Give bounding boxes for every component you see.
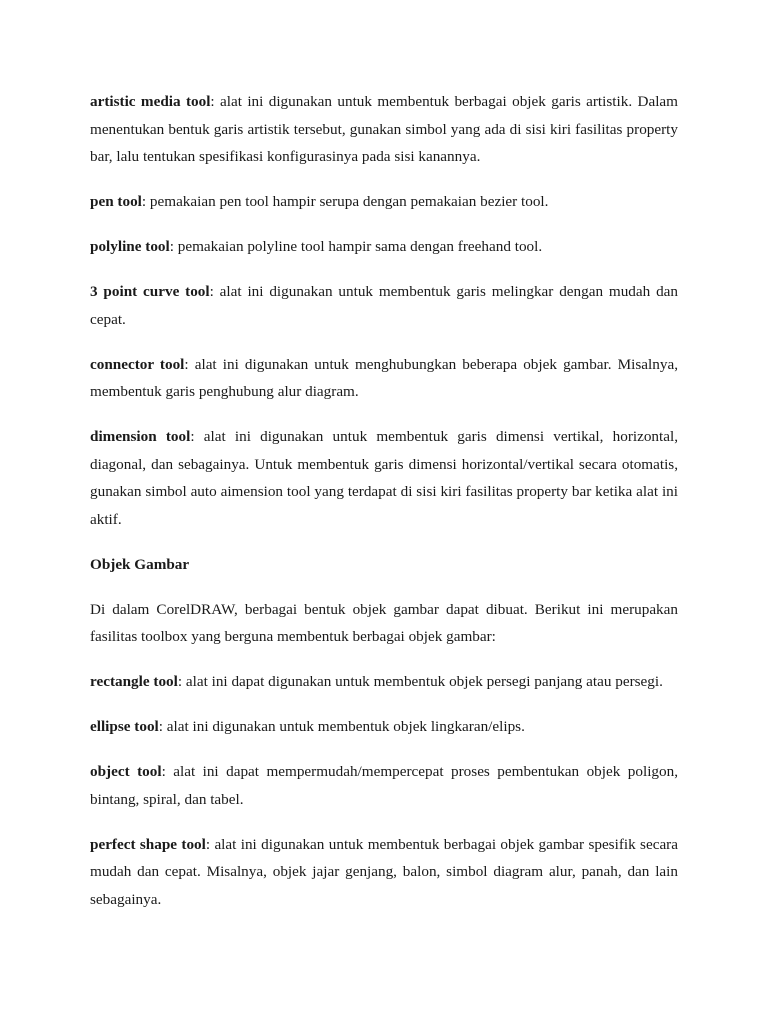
term-label: perfect shape tool: [90, 835, 206, 853]
term-label: connector tool: [90, 355, 185, 373]
definition-paragraph-connector-tool: [90, 351, 678, 406]
definition-text: : alat ini digunakan untuk membentuk berbagai objek garis artistik. Dalam menentukan bentuk garis artistik tersebut, gunakan simbol yang ada di sisi kiri fasilitas property bar, lalu tentukan spesifikasi konfigurasinya pada sisi kanannya.: [90, 93, 678, 165]
definition-text: : alat ini digunakan untuk membentuk garis dimensi vertikal, horizontal, diagonal, dan sebagainya. Untuk membentuk garis dimensi horizontal/vertikal secara otomatis, gunakan simbol auto aimension tool yang terdapat di sisi kiri fasilitas property bar ketika alat ini aktif.: [90, 428, 679, 528]
definition-text: : alat ini digunakan untuk membentuk berbagai objek gambar spesifik secara mudah dan cepat. Misalnya, objek jajar genjang, balon, simbol diagram alur, panah, dan lain sebagainya.: [90, 835, 678, 908]
definition-text: : alat ini dapat digunakan untuk membentuk objek persegi panjang atau persegi.: [177, 673, 663, 690]
definition-text: : alat ini dapat mempermudah/mempercepat proses pembentukan objek poligon, bintang, spiral, dan tabel.: [90, 763, 678, 808]
intro-paragraph: Di dalam CorelDRAW, berbagai bentuk objek gambar dapat dibuat. Berikut ini merupakan fasilitas toolbox yang berguna membentuk berbagai objek gambar:: [90, 600, 678, 645]
definition-paragraph-polyline-tool: [90, 233, 678, 261]
term-label: rectangle tool: [90, 673, 178, 690]
term-label: dimension tool: [90, 428, 191, 445]
term-label: object tool: [90, 763, 162, 780]
definition-paragraph-dimension-tool: [90, 423, 678, 533]
definition-paragraph-rectangle-tool: [90, 668, 678, 696]
section-heading: Objek Gambar: [90, 555, 190, 573]
definition-paragraph-ellipse-tool: [90, 713, 678, 741]
term-label: ellipse tool: [90, 718, 159, 735]
term-label: artistic media tool: [90, 93, 211, 110]
definition-paragraph-perfect-shape-tool: [90, 831, 678, 914]
definition-text: : alat ini digunakan untuk membentuk objek lingkaran/elips.: [158, 718, 525, 735]
definition-text: : pemakaian pen tool hampir serupa dengan pemakaian bezier tool.: [141, 193, 549, 210]
definition-text: : alat ini digunakan untuk menghubungkan beberapa objek gambar. Misalnya, membentuk garis penghubung alur diagram.: [90, 355, 678, 400]
definition-paragraph-pen-tool: [90, 188, 678, 216]
definition-paragraph-artistic-media-tool: [90, 88, 678, 171]
term-label: polyline tool: [90, 238, 170, 255]
definition-text: : alat ini digunakan untuk membentuk garis melingkar dengan mudah dan cepat.: [90, 283, 679, 328]
definition-paragraph-object-tool: [90, 758, 678, 813]
term-label: 3 point curve tool: [90, 283, 210, 300]
term-label: pen tool: [90, 193, 142, 210]
document-page: [90, 88, 678, 931]
definition-paragraph-3-point-curve-tool: [90, 278, 678, 333]
definition-text: : pemakaian polyline tool hampir sama dengan freehand tool.: [169, 238, 543, 255]
